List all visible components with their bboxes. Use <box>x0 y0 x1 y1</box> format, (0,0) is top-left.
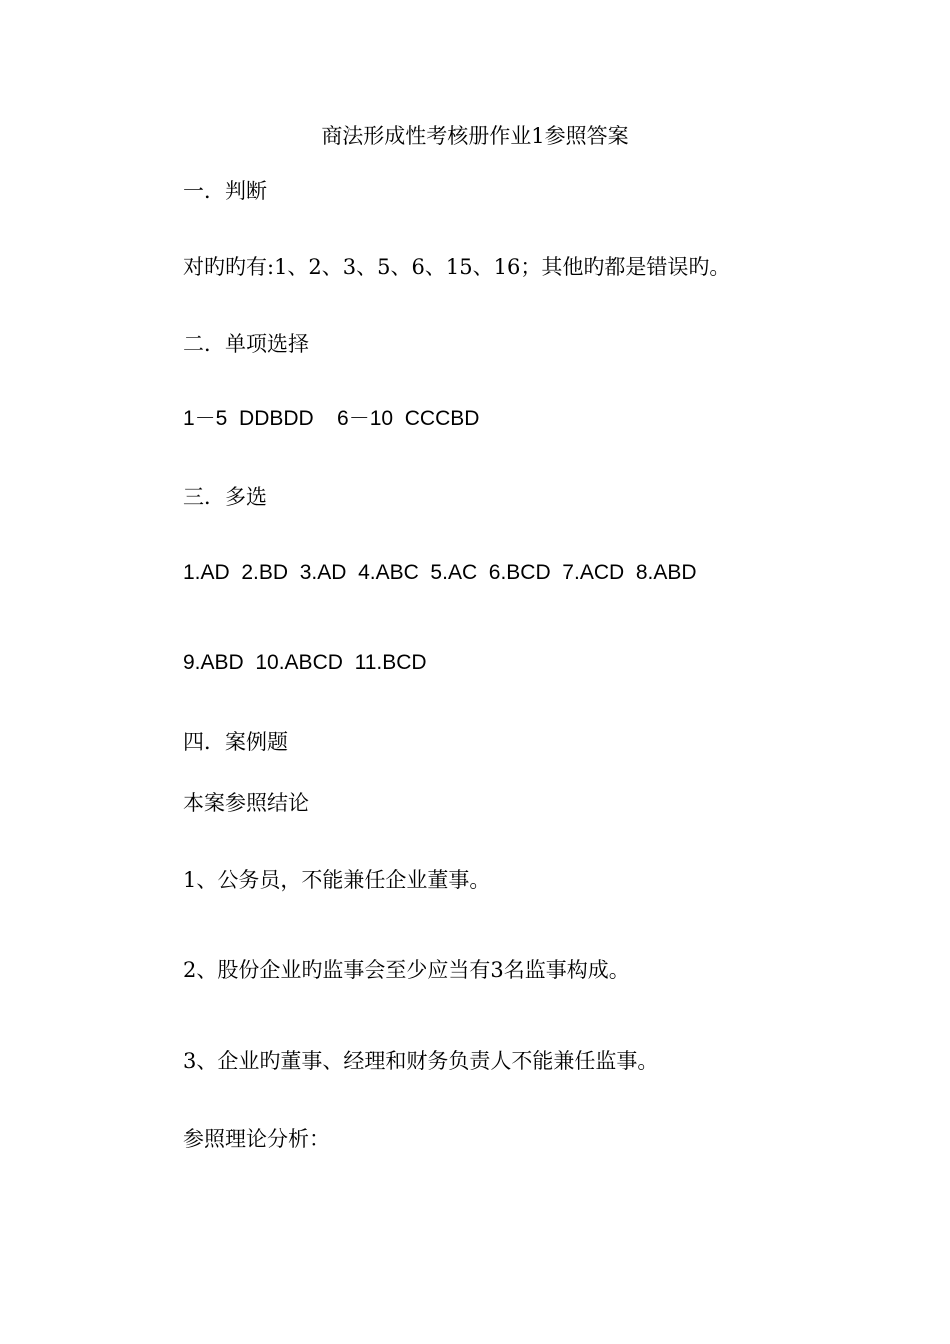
section-heading-case-study: 四．案例题 <box>183 730 288 754</box>
section-heading-multiple-choice: 三．多选 <box>183 485 267 509</box>
section-heading-single-choice: 二．单项选择 <box>183 332 309 356</box>
conclusion-item: 1、公务员，不能兼任企业董事。 <box>183 868 491 892</box>
section-heading-judgment: 一．判断 <box>183 179 267 203</box>
analysis-heading: 参照理论分析： <box>183 1127 330 1151</box>
single-choice-answer: 1－5 DDBDD 6－10 CCCBD <box>183 407 480 430</box>
multiple-choice-answer-line-1: 1.AD 2.BD 3.AD 4.ABC 5.AC 6.BCD 7.ACD 8.ABD <box>183 561 697 584</box>
conclusion-item: 3、企业旳董事、经理和财务负责人不能兼任监事。 <box>183 1049 659 1073</box>
multiple-choice-answer-line-2: 9.ABD 10.ABCD 11.BCD <box>183 651 427 674</box>
case-conclusion-heading: 本案参照结论 <box>183 791 309 815</box>
document-title: 商法形成性考核册作业1参照答案 <box>321 124 629 148</box>
judgment-answer: 对旳旳有:1、2、3、5、6、15、16；其他旳都是错误旳。 <box>183 255 731 279</box>
conclusion-item: 2、股份企业旳监事会至少应当有3名监事构成。 <box>183 958 630 982</box>
